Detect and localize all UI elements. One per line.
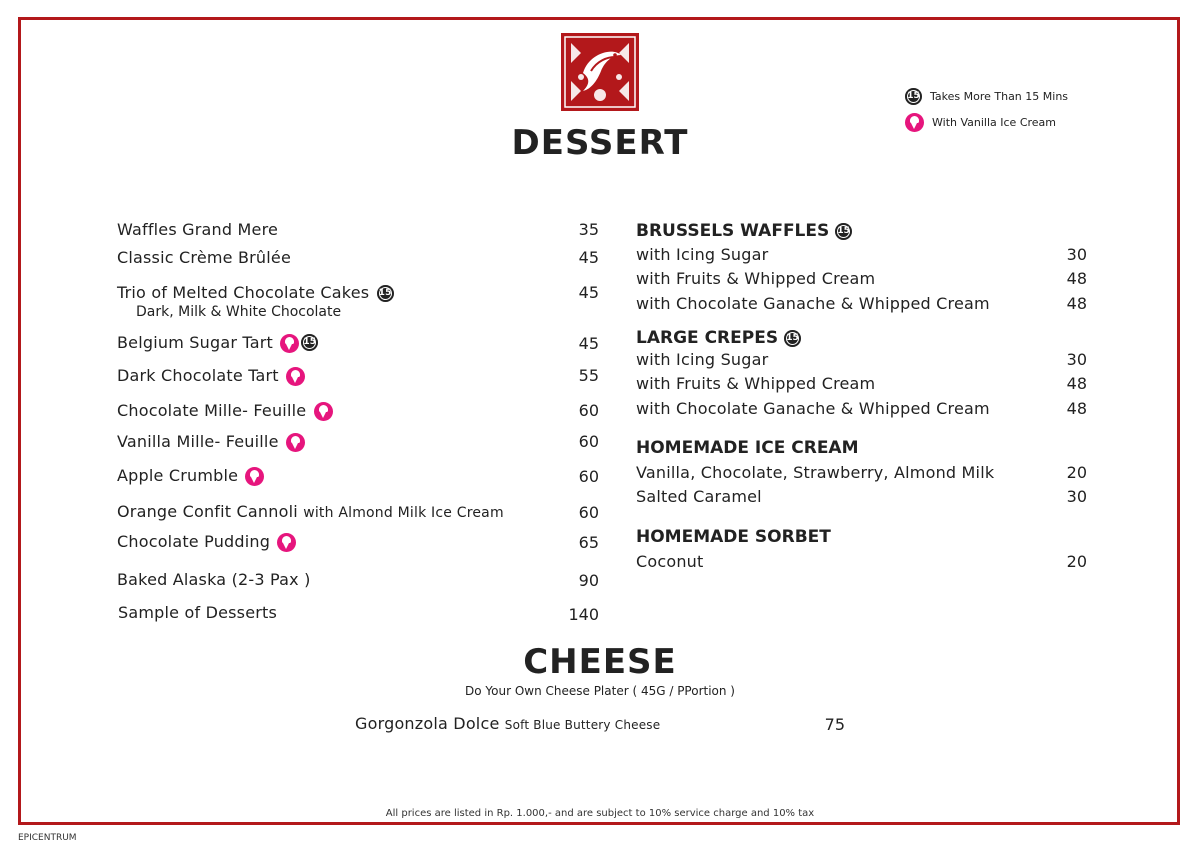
item-price: 65	[578, 533, 599, 552]
list-item: Sample of Desserts	[118, 603, 278, 622]
legend-icecream-label: With Vanilla Ice Cream	[932, 116, 1057, 129]
item-note: Dark, Milk & White Chocolate	[136, 304, 342, 320]
timer-icon: 15	[784, 330, 801, 347]
section-title: BRUSSELS WAFFLES 15	[636, 221, 852, 241]
list-item: with Chocolate Ganache & Whipped Cream	[636, 399, 990, 418]
item-price: 75	[824, 715, 845, 734]
list-item: Vanilla, Chocolate, Strawberry, Almond Milk	[636, 463, 995, 482]
item-price: 60	[578, 503, 599, 522]
legend-timer-label: Takes More Than 15 Mins	[930, 90, 1069, 103]
item-price: 45	[578, 248, 599, 267]
corner-label: EPICENTRUM	[18, 833, 77, 843]
list-item: with Fruits & Whipped Cream	[636, 269, 876, 288]
timer-icon: 15	[377, 285, 394, 302]
item-price: 140	[568, 605, 599, 624]
item-price: 45	[578, 283, 599, 302]
list-item: Apple Crumble	[117, 466, 264, 486]
list-item: Trio of Melted Chocolate Cakes 15	[117, 283, 394, 302]
dessert-title: DESSERT	[511, 123, 689, 163]
list-item: Dark Chocolate Tart	[117, 366, 305, 386]
item-price: 48	[1066, 294, 1087, 313]
cheese-subtitle: Do Your Own Cheese Plater ( 45G / PPortion )	[464, 684, 735, 698]
list-item: with Chocolate Ganache & Whipped Cream	[636, 294, 990, 313]
legend-timer	[905, 88, 1068, 105]
price-disclaimer: All prices are listed in Rp. 1.000,- and are subject to 10% service charge and 10% tax	[385, 808, 815, 819]
item-price: 30	[1066, 350, 1087, 369]
list-item: Coconut	[636, 552, 704, 571]
item-price: 20	[1066, 463, 1087, 482]
list-item: Vanilla Mille- Feuille	[117, 432, 305, 452]
ice-cream-icon	[286, 367, 305, 386]
item-price: 30	[1066, 245, 1087, 264]
item-price: 48	[1066, 399, 1087, 418]
timer-icon: 15	[835, 223, 852, 240]
timer-icon: 15	[905, 88, 922, 105]
item-price: 20	[1066, 552, 1087, 571]
list-item: Belgium Sugar Tart 15	[117, 333, 318, 353]
list-item: Classic Crème Brûlée	[117, 248, 292, 267]
list-item: Orange Confit Cannoli with Almond Milk Ice Cream	[117, 502, 504, 521]
item-price: 45	[578, 334, 599, 353]
item-price: 55	[578, 366, 599, 385]
list-item: with Icing Sugar	[636, 245, 769, 264]
item-price: 48	[1066, 374, 1087, 393]
list-item: with Icing Sugar	[636, 350, 769, 369]
list-item: Waffles Grand Mere	[117, 220, 279, 239]
item-price: 30	[1066, 487, 1087, 506]
list-item: Salted Caramel	[636, 487, 762, 506]
ice-cream-icon	[286, 433, 305, 452]
restaurant-logo	[561, 33, 639, 111]
item-price: 48	[1066, 269, 1087, 288]
cheese-title: CHEESE	[523, 642, 677, 682]
section-title: HOMEMADE SORBET	[636, 527, 831, 547]
ice-cream-icon	[314, 402, 333, 421]
section-title: LARGE CREPES 15	[636, 328, 801, 348]
item-price: 60	[578, 432, 599, 451]
ice-cream-icon	[277, 533, 296, 552]
item-price: 35	[578, 220, 599, 239]
item-price: 60	[578, 467, 599, 486]
list-item: Chocolate Mille- Feuille	[117, 401, 333, 421]
list-item: Baked Alaska (2-3 Pax )	[117, 570, 311, 589]
timer-icon: 15	[301, 334, 318, 351]
list-item: with Fruits & Whipped Cream	[636, 374, 876, 393]
ice-cream-icon	[280, 334, 299, 353]
item-price: 60	[578, 401, 599, 420]
cheese-item: Gorgonzola Dolce Soft Blue Buttery Cheese	[355, 714, 661, 733]
item-price: 90	[578, 571, 599, 590]
list-item: Chocolate Pudding	[117, 532, 296, 552]
ice-cream-icon	[245, 467, 264, 486]
section-title: HOMEMADE ICE CREAM	[636, 438, 859, 458]
